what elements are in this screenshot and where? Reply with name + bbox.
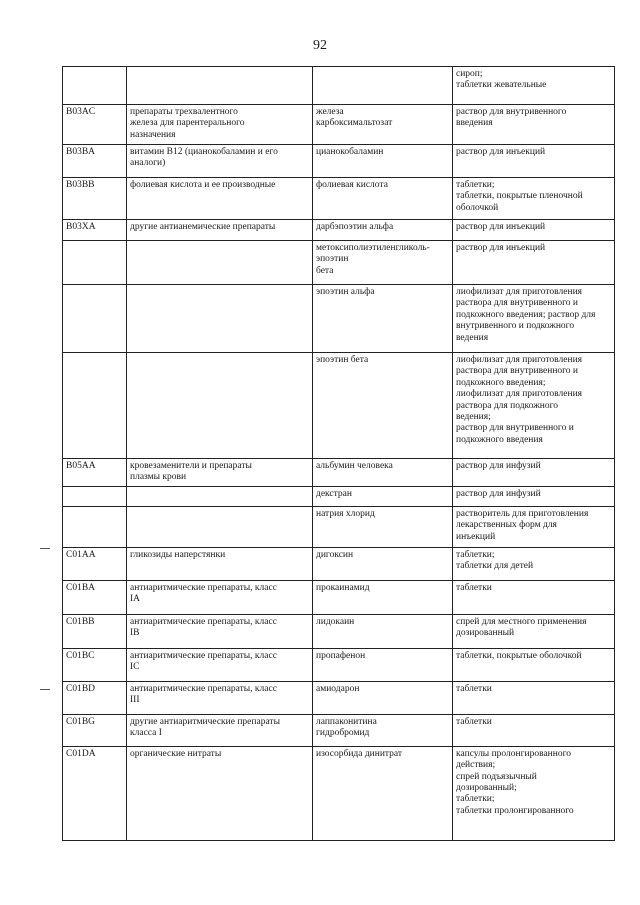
atc-code-cell: B03AC (63, 105, 127, 145)
dosage-form-cell: растворитель для приготовления лекарственных форм для инъекций (453, 506, 615, 547)
table-row (63, 145, 615, 178)
dosage-form-cell: спрей для местного применения дозированный (453, 614, 615, 648)
page-number: 92 (313, 38, 327, 53)
drug-name-cell: лидокаин (313, 614, 453, 648)
dosage-form-cell: раствор для инъекций (453, 241, 615, 285)
atc-code-cell (63, 486, 127, 506)
dosage-form-cell: таблетки (453, 580, 615, 614)
dosage-form-cell: раствор для инъекций (453, 145, 615, 178)
table-row (63, 67, 615, 105)
table-row (63, 353, 615, 459)
pharm-group-cell: фолиевая кислота и ее производные (127, 178, 313, 220)
pharm-group-cell: антиаритмические препараты, класс IC (127, 648, 313, 681)
pharm-group-cell (127, 353, 313, 459)
dosage-form-cell: лиофилизат для приготовления раствора для внутривенного и подкожного введения; лиофилизат для приготовления раствора для подкожного ведения; раствор для внутривенного и подкожного введения (453, 353, 615, 459)
pharm-group-cell: гликозиды наперстянки (127, 547, 313, 580)
table-row (63, 220, 615, 241)
drug-name-cell: фолиевая кислота (313, 178, 453, 220)
pharm-group-cell: витамин B12 (цианокобаламин и его аналоги) (127, 145, 313, 178)
dosage-form-cell: таблетки; таблетки для детей (453, 547, 615, 580)
table-row (63, 105, 615, 145)
dosage-form-cell: таблетки; таблетки, покрытые пленочной оболочкой (453, 178, 615, 220)
drug-name-cell: прокаинамид (313, 580, 453, 614)
table-row (63, 459, 615, 487)
dosage-form-cell: лиофилизат для приготовления раствора для внутривенного и подкожного введения; раствор для внутривенного и подкожного ведения (453, 285, 615, 353)
drug-name-cell: железа карбоксимальтозат (313, 105, 453, 145)
table-row (63, 506, 615, 547)
drug-name-cell: дигоксин (313, 547, 453, 580)
drug-name-cell: декстран (313, 486, 453, 506)
table-row (63, 648, 615, 681)
dosage-form-cell: капсулы пролонгированного действия; спрей подъязычный дозированный; таблетки; таблетки пролонгированного (453, 746, 615, 840)
atc-code-cell (63, 241, 127, 285)
drug-name-cell: лаппаконитина гидробромид (313, 714, 453, 746)
drug-name-cell: цианокобаламин (313, 145, 453, 178)
pharm-group-cell (127, 241, 313, 285)
pharm-group-cell: антиаритмические препараты, класс IA (127, 580, 313, 614)
pharm-group-cell (127, 67, 313, 105)
drug-name-cell: натрия хлорид (313, 506, 453, 547)
drug-table (62, 66, 615, 841)
atc-code-cell: C01DA (63, 746, 127, 840)
drug-name-cell: пропафенон (313, 648, 453, 681)
drug-name-cell: эпоэтин альфа (313, 285, 453, 353)
table-row (63, 714, 615, 746)
atc-code-cell: B05AA (63, 459, 127, 487)
drug-name-cell: изосорбида динитрат (313, 746, 453, 840)
pharm-group-cell: кровезаменители и препараты плазмы крови (127, 459, 313, 487)
drug-name-cell: эпоэтин бета (313, 353, 453, 459)
pharm-group-cell: органические нитраты (127, 746, 313, 840)
dosage-form-cell: раствор для внутривенного введения (453, 105, 615, 145)
drug-name-cell (313, 67, 453, 105)
atc-code-cell (63, 506, 127, 547)
table-row (63, 681, 615, 714)
table-row (63, 580, 615, 614)
table-row (63, 547, 615, 580)
atc-code-cell: C01BB (63, 614, 127, 648)
dosage-form-cell: сироп; таблетки жевательные (453, 67, 615, 105)
table-row (63, 241, 615, 285)
pharm-group-cell: антиаритмические препараты, класс III (127, 681, 313, 714)
table-row (63, 486, 615, 506)
dosage-form-cell: таблетки (453, 714, 615, 746)
drug-name-cell: метоксиполиэтиленгликоль- эпоэтин бета (313, 241, 453, 285)
atc-code-cell: C01BA (63, 580, 127, 614)
atc-code-cell: C01BC (63, 648, 127, 681)
pharm-group-cell (127, 506, 313, 547)
table-row (63, 285, 615, 353)
pharm-group-cell: другие антианемические препараты (127, 220, 313, 241)
table-row (63, 746, 615, 840)
atc-code-cell: C01AA (63, 547, 127, 580)
drug-name-cell: альбумин человека (313, 459, 453, 487)
dosage-form-cell: таблетки, покрытые оболочкой (453, 648, 615, 681)
atc-code-cell: C01BD (63, 681, 127, 714)
margin-mark (40, 548, 50, 549)
drug-name-cell: амиодарон (313, 681, 453, 714)
table-row (63, 614, 615, 648)
atc-code-cell: B03BA (63, 145, 127, 178)
atc-code-cell (63, 67, 127, 105)
dosage-form-cell: раствор для инфузий (453, 459, 615, 487)
pharm-group-cell: антиаритмические препараты, класс IB (127, 614, 313, 648)
pharm-group-cell (127, 486, 313, 506)
dosage-form-cell: раствор для инфузий (453, 486, 615, 506)
atc-code-cell: B03XA (63, 220, 127, 241)
atc-code-cell (63, 285, 127, 353)
atc-code-cell (63, 353, 127, 459)
atc-code-cell: B03BB (63, 178, 127, 220)
atc-code-cell: C01BG (63, 714, 127, 746)
drug-name-cell: дарбэпоэтин альфа (313, 220, 453, 241)
dosage-form-cell: таблетки (453, 681, 615, 714)
pharm-group-cell: другие антиаритмические препараты класса I (127, 714, 313, 746)
pharm-group-cell: препараты трехвалентного железа для парентерального назначения (127, 105, 313, 145)
dosage-form-cell: раствор для инъекций (453, 220, 615, 241)
margin-mark (40, 689, 50, 690)
table-row (63, 178, 615, 220)
pharm-group-cell (127, 285, 313, 353)
